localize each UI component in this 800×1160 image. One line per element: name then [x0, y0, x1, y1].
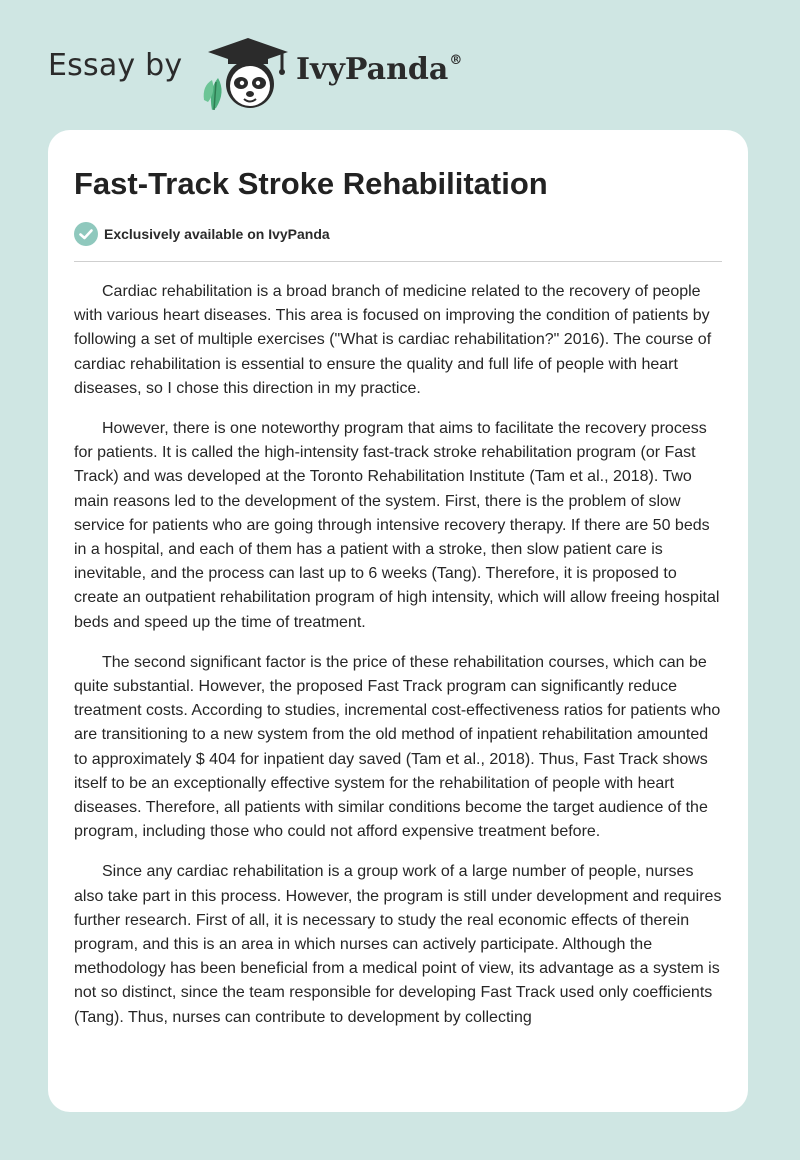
brand-text: IvyPanda: [296, 52, 449, 87]
divider: [74, 261, 722, 262]
article-body: [74, 280, 724, 1046]
check-icon: [74, 222, 98, 246]
site-header: [0, 0, 800, 120]
page-title: Fast-Track Stroke Rehabilitation: [74, 166, 548, 201]
exclusive-label: Exclusively available on IvyPanda: [104, 226, 330, 242]
paragraph: Cardiac rehabilitation is a broad branch of medicine related to the recovery of people with various heart diseases. This area is focused on improving the condition of patients by following a set of multiple exercises ("What is cardiac rehabilitation?" 2016). The course of cardiac rehabilitation is essential to ensure the quality and full life of people with heart diseases, so I chose this direction in my practice.: [74, 283, 712, 397]
article-card: [48, 130, 748, 1112]
panda-graduate-logo-icon[interactable]: [198, 30, 294, 110]
brand-name[interactable]: [296, 52, 462, 87]
paragraph: However, there is one noteworthy program that aims to facilitate the recovery process for patients. It is called the high-intensity fast-track stroke rehabilitation program (or Fast Track) and was developed at the Toronto Rehabilitation Institute (Tam et al., 2018). Two main reasons led to the development of the system. First, there is the problem of slow service for patients who are going through intensive recovery therapy. If there are 50 beds in a hospital, and each of them has a patient with a stroke, then slow patient care is inevitable, and the process can last up to 6 weeks (Tang). Therefore, it is proposed to create an outpatient rehabilitation program of high intensity, which will allow freeing hospital beds and speed up the time of treatment.: [74, 420, 720, 631]
registered-mark: ®: [449, 53, 463, 68]
essay-by-label: Essay by: [48, 48, 183, 83]
paragraph: The second significant factor is the price of these rehabilitation courses, which can be quite substantial. However, the proposed Fast Track program can significantly reduce treatment costs. According to studies, incremental cost-effectiveness ratios for patients who are transitioning to a new system from the old method of inpatient rehabilitation amounted to approximately $ 404 for inpatient day saved (Tam et al., 2018). Thus, Fast Track shows itself to be an exceptionally effective system for the rehabilitation of people with heart diseases. Therefore, all patients with similar conditions become the target audience of the program, including those who could not afford expensive treatment before.: [74, 653, 721, 841]
paragraph: Since any cardiac rehabilitation is a group work of a large number of people, nurses also take part in this process. However, the program is still under development and requires further research. First of all, it is necessary to study the real economic effects of therein program, and this is an area in which nurses can actively participate. Although the methodology has been beneficial from a medical point of view, its advantage as a system is not so distinct, since the team responsible for developing Fast Track used only coefficients (Tang). Thus, nurses can contribute to development by collecting: [74, 863, 722, 1026]
exclusive-badge: [74, 222, 330, 246]
